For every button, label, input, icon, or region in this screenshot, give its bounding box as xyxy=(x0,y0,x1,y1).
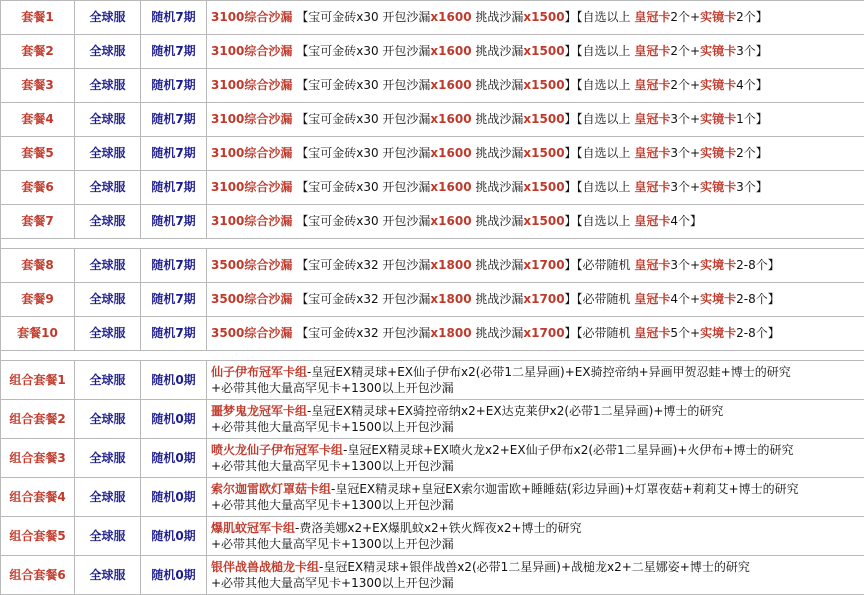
package-name-cell: 套餐3 xyxy=(1,69,75,103)
server-cell: 全球服 xyxy=(75,361,141,400)
description-cell xyxy=(207,361,864,400)
desc-amount-2: x1500 xyxy=(523,112,564,126)
desc-part-1: 【宝可金砖x32 开包沙漏 xyxy=(296,292,430,306)
desc-card-1: 皇冠卡 xyxy=(634,292,670,306)
combo-title: 索尔迦雷欧灯罩菇卡组 xyxy=(211,482,331,496)
desc-amount-2: x1700 xyxy=(523,326,564,340)
combo-detail: -皇冠EX精灵球+皇冠EX索尔迦雷欧+睡睡菇(彩边异画)+灯罩夜菇+莉莉艾+博士的研究 xyxy=(331,482,799,496)
server-cell: 全球服 xyxy=(75,517,141,556)
server-cell: 全球服 xyxy=(75,35,141,69)
desc-part-5: 2个】 xyxy=(736,10,768,24)
desc-headline: 3100综合沙漏 xyxy=(211,78,292,92)
desc-card-2: 实镜卡 xyxy=(700,146,736,160)
description-cell xyxy=(207,439,864,478)
package-name-cell: 套餐4 xyxy=(1,103,75,137)
description-cell xyxy=(207,35,864,69)
package-name-cell: 套餐1 xyxy=(1,1,75,35)
package-name-cell: 套餐2 xyxy=(1,35,75,69)
server-cell: 全球服 xyxy=(75,439,141,478)
table-row xyxy=(1,137,864,171)
desc-part-1: 【宝可金砖x30 开包沙漏 xyxy=(296,10,430,24)
server-cell: 全球服 xyxy=(75,249,141,283)
desc-card-1: 皇冠卡 xyxy=(634,112,670,126)
desc-part-4: 4个】 xyxy=(670,214,702,228)
package-name-cell: 组合套餐1 xyxy=(1,361,75,400)
desc-headline: 3100综合沙漏 xyxy=(211,214,292,228)
combo-extra: +必带其他大量高罕见卡+1300以上开包沙漏 xyxy=(211,576,454,590)
random-period-cell: 随机7期 xyxy=(141,317,207,351)
desc-amount-2: x1500 xyxy=(523,214,564,228)
table-row xyxy=(1,35,864,69)
combo-line-1 xyxy=(211,520,860,536)
random-period-cell: 随机7期 xyxy=(141,35,207,69)
desc-part-2: 挑战沙漏 xyxy=(475,10,523,24)
desc-amount-2: x1500 xyxy=(523,180,564,194)
desc-part-1: 【宝可金砖x30 开包沙漏 xyxy=(296,44,430,58)
desc-card-1: 皇冠卡 xyxy=(634,44,670,58)
desc-part-4: 5个+ xyxy=(670,326,700,340)
desc-card-2: 实镜卡 xyxy=(700,112,736,126)
combo-line-1 xyxy=(211,403,860,419)
desc-part-5: 2-8个】 xyxy=(736,258,780,272)
desc-part-3: 】【自选以上 xyxy=(565,214,635,228)
server-cell: 全球服 xyxy=(75,171,141,205)
desc-card-1: 皇冠卡 xyxy=(634,258,670,272)
desc-part-2: 挑战沙漏 xyxy=(475,258,523,272)
desc-part-3: 】【必带随机 xyxy=(565,258,635,272)
description-cell xyxy=(207,171,864,205)
combo-extra: +必带其他大量高罕见卡+1300以上开包沙漏 xyxy=(211,381,454,395)
desc-card-1: 皇冠卡 xyxy=(634,78,670,92)
random-period-cell: 随机0期 xyxy=(141,556,207,595)
description-cell xyxy=(207,478,864,517)
server-cell: 全球服 xyxy=(75,205,141,239)
desc-part-4: 3个+ xyxy=(670,258,700,272)
desc-headline: 3100综合沙漏 xyxy=(211,10,292,24)
server-cell: 全球服 xyxy=(75,283,141,317)
desc-amount-1: x1800 xyxy=(430,258,471,272)
desc-part-3: 】【自选以上 xyxy=(565,78,635,92)
desc-amount-2: x1500 xyxy=(523,44,564,58)
combo-extra: +必带其他大量高罕见卡+1300以上开包沙漏 xyxy=(211,537,454,551)
combo-extra: +必带其他大量高罕见卡+1500以上开包沙漏 xyxy=(211,420,454,434)
spacer-cell xyxy=(1,351,864,361)
desc-amount-1: x1600 xyxy=(430,214,471,228)
desc-amount-2: x1500 xyxy=(523,146,564,160)
desc-amount-2: x1700 xyxy=(523,258,564,272)
desc-amount-1: x1600 xyxy=(430,146,471,160)
desc-amount-2: x1700 xyxy=(523,292,564,306)
random-period-cell: 随机7期 xyxy=(141,205,207,239)
combo-detail: -皇冠EX精灵球+EX骑控帝纳x2+EX达克莱伊x2(必带1二星异画)+博士的研究 xyxy=(307,404,723,418)
desc-headline: 3500综合沙漏 xyxy=(211,326,292,340)
desc-headline: 3500综合沙漏 xyxy=(211,258,292,272)
random-period-cell: 随机7期 xyxy=(141,1,207,35)
random-period-cell: 随机7期 xyxy=(141,69,207,103)
spacer-row xyxy=(1,351,864,361)
table-row xyxy=(1,249,864,283)
combo-detail: -费洛美娜x2+EX爆肌蚊x2+铁火辉夜x2+博士的研究 xyxy=(295,521,582,535)
desc-part-4: 4个+ xyxy=(670,292,700,306)
server-cell: 全球服 xyxy=(75,317,141,351)
table-row xyxy=(1,517,864,556)
description-cell xyxy=(207,400,864,439)
desc-card-2: 实境卡 xyxy=(700,326,736,340)
desc-headline: 3100综合沙漏 xyxy=(211,44,292,58)
table-row xyxy=(1,171,864,205)
desc-amount-1: x1800 xyxy=(430,326,471,340)
desc-amount-1: x1600 xyxy=(430,10,471,24)
desc-part-1: 【宝可金砖x30 开包沙漏 xyxy=(296,146,430,160)
combo-extra: +必带其他大量高罕见卡+1300以上开包沙漏 xyxy=(211,498,454,512)
desc-amount-2: x1500 xyxy=(523,10,564,24)
combo-line-2 xyxy=(211,380,860,396)
package-name-cell: 套餐7 xyxy=(1,205,75,239)
random-period-cell: 随机7期 xyxy=(141,249,207,283)
desc-card-1: 皇冠卡 xyxy=(634,326,670,340)
desc-part-2: 挑战沙漏 xyxy=(475,112,523,126)
table-row xyxy=(1,1,864,35)
random-period-cell: 随机0期 xyxy=(141,478,207,517)
package-name-cell: 组合套餐5 xyxy=(1,517,75,556)
package-name-cell: 组合套餐6 xyxy=(1,556,75,595)
desc-amount-1: x1600 xyxy=(430,112,471,126)
desc-card-2: 实镜卡 xyxy=(700,10,736,24)
table-row xyxy=(1,361,864,400)
combo-title: 仙子伊布冠军卡组 xyxy=(211,365,307,379)
table-row xyxy=(1,556,864,595)
desc-part-5: 4个】 xyxy=(736,78,768,92)
desc-part-5: 1个】 xyxy=(736,112,768,126)
desc-part-4: 3个+ xyxy=(670,112,700,126)
desc-part-2: 挑战沙漏 xyxy=(475,292,523,306)
table-row xyxy=(1,205,864,239)
desc-part-1: 【宝可金砖x30 开包沙漏 xyxy=(296,180,430,194)
desc-part-3: 】【必带随机 xyxy=(565,292,635,306)
combo-title: 噩梦鬼龙冠军卡组 xyxy=(211,404,307,418)
combo-line-2 xyxy=(211,419,860,435)
desc-card-2: 实镜卡 xyxy=(700,44,736,58)
combo-detail: -皇冠EX精灵球+EX喷火龙x2+EX仙子伊布x2(必带1二星异画)+火伊布+博士的研究 xyxy=(343,443,793,457)
desc-part-3: 】【自选以上 xyxy=(565,112,635,126)
random-period-cell: 随机7期 xyxy=(141,171,207,205)
desc-part-3: 】【自选以上 xyxy=(565,180,635,194)
random-period-cell: 随机0期 xyxy=(141,517,207,556)
description-cell xyxy=(207,517,864,556)
description-cell xyxy=(207,205,864,239)
table-row xyxy=(1,400,864,439)
desc-amount-1: x1600 xyxy=(430,44,471,58)
spacer-row xyxy=(1,239,864,249)
desc-headline: 3100综合沙漏 xyxy=(211,112,292,126)
desc-amount-1: x1800 xyxy=(430,292,471,306)
desc-card-2: 实镜卡 xyxy=(700,180,736,194)
combo-detail: -皇冠EX精灵球+银伴战兽x2(必带1二星异画)+战槌龙x2+二星娜姿+博士的研究 xyxy=(319,560,750,574)
table-row xyxy=(1,69,864,103)
desc-part-4: 2个+ xyxy=(670,44,700,58)
description-cell xyxy=(207,317,864,351)
desc-amount-2: x1500 xyxy=(523,78,564,92)
desc-card-1: 皇冠卡 xyxy=(634,214,670,228)
desc-part-4: 2个+ xyxy=(670,10,700,24)
desc-part-2: 挑战沙漏 xyxy=(475,78,523,92)
combo-line-1 xyxy=(211,481,860,497)
description-cell xyxy=(207,556,864,595)
desc-part-4: 3个+ xyxy=(670,146,700,160)
desc-part-2: 挑战沙漏 xyxy=(475,326,523,340)
server-cell: 全球服 xyxy=(75,400,141,439)
server-cell: 全球服 xyxy=(75,69,141,103)
desc-card-1: 皇冠卡 xyxy=(634,180,670,194)
combo-extra: +必带其他大量高罕见卡+1300以上开包沙漏 xyxy=(211,459,454,473)
desc-part-2: 挑战沙漏 xyxy=(475,180,523,194)
desc-part-5: 2个】 xyxy=(736,146,768,160)
package-name-cell: 套餐5 xyxy=(1,137,75,171)
package-name-cell: 组合套餐3 xyxy=(1,439,75,478)
random-period-cell: 随机7期 xyxy=(141,283,207,317)
random-period-cell: 随机0期 xyxy=(141,439,207,478)
desc-part-1: 【宝可金砖x32 开包沙漏 xyxy=(296,326,430,340)
combo-title: 银伴战兽战槌龙卡组 xyxy=(211,560,319,574)
combo-title: 喷火龙仙子伊布冠军卡组 xyxy=(211,443,343,457)
combo-line-1 xyxy=(211,559,860,575)
random-period-cell: 随机0期 xyxy=(141,400,207,439)
desc-headline: 3100综合沙漏 xyxy=(211,180,292,194)
spacer-cell xyxy=(1,239,864,249)
desc-part-2: 挑战沙漏 xyxy=(475,146,523,160)
combo-line-2 xyxy=(211,536,860,552)
desc-part-3: 】【自选以上 xyxy=(565,146,635,160)
desc-card-1: 皇冠卡 xyxy=(634,146,670,160)
description-cell xyxy=(207,1,864,35)
description-cell xyxy=(207,103,864,137)
package-name-cell: 组合套餐2 xyxy=(1,400,75,439)
package-name-cell: 套餐9 xyxy=(1,283,75,317)
desc-card-1: 皇冠卡 xyxy=(634,10,670,24)
combo-line-2 xyxy=(211,458,860,474)
desc-headline: 3100综合沙漏 xyxy=(211,146,292,160)
desc-amount-1: x1600 xyxy=(430,78,471,92)
desc-part-1: 【宝可金砖x32 开包沙漏 xyxy=(296,258,430,272)
random-period-cell: 随机0期 xyxy=(141,361,207,400)
desc-headline: 3500综合沙漏 xyxy=(211,292,292,306)
combo-title: 爆肌蚊冠军卡组 xyxy=(211,521,295,535)
package-name-cell: 套餐8 xyxy=(1,249,75,283)
desc-part-5: 2-8个】 xyxy=(736,326,780,340)
desc-part-4: 3个+ xyxy=(670,180,700,194)
desc-part-1: 【宝可金砖x30 开包沙漏 xyxy=(296,112,430,126)
description-cell xyxy=(207,69,864,103)
package-name-cell: 套餐6 xyxy=(1,171,75,205)
server-cell: 全球服 xyxy=(75,556,141,595)
table-row xyxy=(1,317,864,351)
table-row xyxy=(1,439,864,478)
random-period-cell: 随机7期 xyxy=(141,103,207,137)
server-cell: 全球服 xyxy=(75,1,141,35)
description-cell xyxy=(207,283,864,317)
desc-part-3: 】【必带随机 xyxy=(565,326,635,340)
random-period-cell: 随机7期 xyxy=(141,137,207,171)
desc-part-5: 3个】 xyxy=(736,180,768,194)
server-cell: 全球服 xyxy=(75,137,141,171)
package-name-cell: 组合套餐4 xyxy=(1,478,75,517)
combo-line-2 xyxy=(211,575,860,591)
table-row xyxy=(1,478,864,517)
combo-line-1 xyxy=(211,442,860,458)
combo-detail: -皇冠EX精灵球+EX仙子伊布x2(必带1二星异画)+EX骑控帝纳+异画甲贺忍蛙+博士的研究 xyxy=(307,365,791,379)
desc-part-4: 2个+ xyxy=(670,78,700,92)
desc-part-1: 【宝可金砖x30 开包沙漏 xyxy=(296,214,430,228)
desc-part-5: 3个】 xyxy=(736,44,768,58)
desc-part-2: 挑战沙漏 xyxy=(475,44,523,58)
desc-card-2: 实境卡 xyxy=(700,292,736,306)
table-row xyxy=(1,103,864,137)
table-row xyxy=(1,283,864,317)
desc-part-3: 】【自选以上 xyxy=(565,10,635,24)
combo-line-1 xyxy=(211,364,860,380)
desc-card-2: 实镜卡 xyxy=(700,78,736,92)
package-name-cell: 套餐10 xyxy=(1,317,75,351)
description-cell xyxy=(207,137,864,171)
desc-part-1: 【宝可金砖x30 开包沙漏 xyxy=(296,78,430,92)
desc-amount-1: x1600 xyxy=(430,180,471,194)
server-cell: 全球服 xyxy=(75,103,141,137)
desc-part-2: 挑战沙漏 xyxy=(475,214,523,228)
server-cell: 全球服 xyxy=(75,478,141,517)
description-cell xyxy=(207,249,864,283)
desc-part-5: 2-8个】 xyxy=(736,292,780,306)
combo-line-2 xyxy=(211,497,860,513)
desc-card-2: 实境卡 xyxy=(700,258,736,272)
desc-part-3: 】【自选以上 xyxy=(565,44,635,58)
